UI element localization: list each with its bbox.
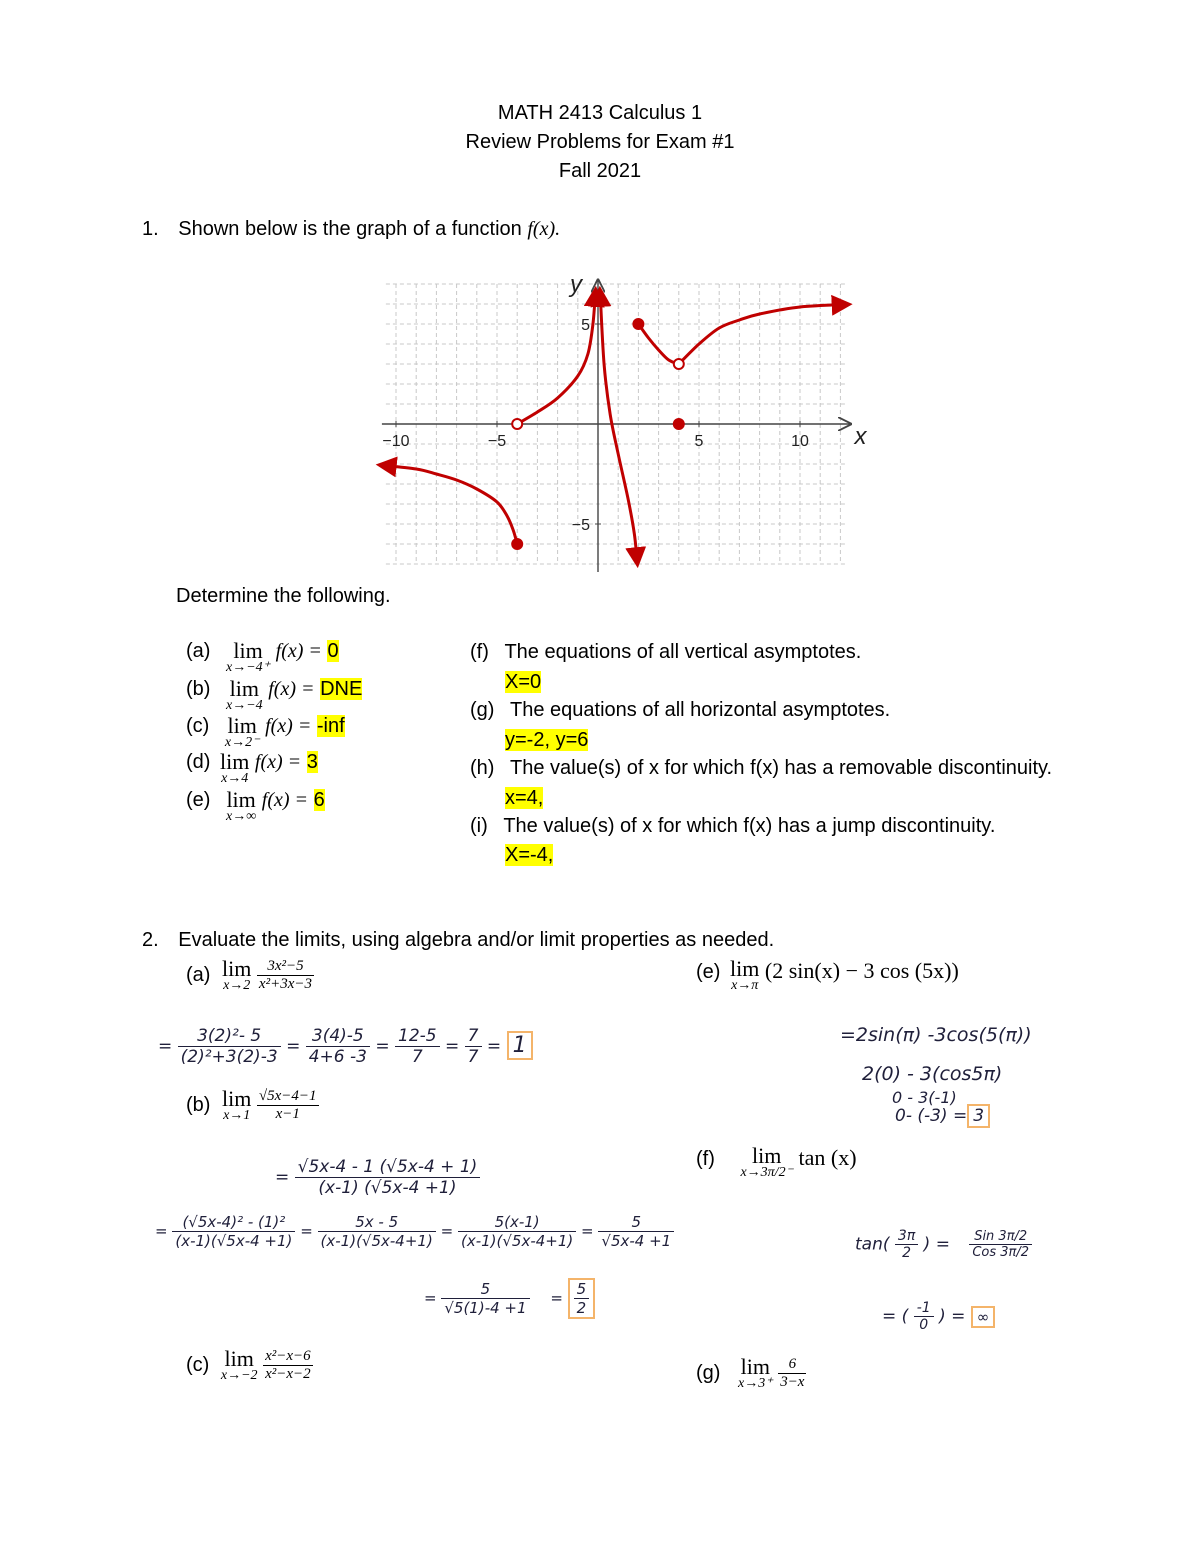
closed-point <box>674 419 684 429</box>
determine-label: Determine the following. <box>176 585 391 607</box>
limit-subscript: x→3π/2⁻ <box>740 1165 793 1180</box>
x-tick-label: 5 <box>694 433 704 450</box>
limit-operator <box>222 958 251 993</box>
limit-subscript: x→2 <box>223 978 251 993</box>
work-2e-line1: =2sin(π) -3cos(5(π)) <box>840 1024 1032 1046</box>
work-numerator: 7 <box>465 1026 482 1047</box>
curve-right-branch-b <box>679 304 849 364</box>
numerator: 3x²−5 <box>257 958 314 976</box>
limit-subscript: x→1 <box>223 1108 251 1123</box>
work-numerator: 3(2)²- 5 <box>178 1026 281 1047</box>
answer-highlight: 3 <box>306 751 318 773</box>
function-graph <box>375 270 865 580</box>
expression: f(x) = <box>254 751 302 773</box>
y-tick-label: 5 <box>581 317 590 334</box>
limit-subscript: x→−4⁺ <box>226 660 271 675</box>
x-axis-label: x <box>854 423 867 450</box>
part-1c <box>186 715 345 750</box>
work-denominator: (x-1)(√5x-4+1) <box>320 1232 433 1250</box>
part-label: (h) <box>470 757 495 779</box>
lim-word: lim <box>730 956 760 981</box>
question-text: The value(s) of x for which f(x) has a removable discontinuity. <box>510 757 1053 779</box>
limit-operator: lim x→−4 <box>226 676 263 713</box>
limit-operator <box>222 1088 251 1123</box>
limit-operator <box>730 958 759 993</box>
part-label: (a) <box>186 640 211 662</box>
work-numerator: 5(x-1) <box>458 1213 576 1232</box>
answer-1g <box>505 729 588 752</box>
work-2b-line3: = $\frac{5}{√5(1)-4 +1}$ = $\frac{5}{2}$ <box>424 1278 595 1319</box>
limit-subscript: x→π <box>731 978 759 993</box>
work-numerator: 3(4)-5 <box>306 1026 370 1047</box>
fraction <box>778 1356 806 1391</box>
answer-highlight: x=4, <box>505 787 544 809</box>
answer-highlight: DNE <box>320 678 363 700</box>
part-label: (g) <box>696 1362 721 1384</box>
work-denominator: 7 <box>467 1047 479 1067</box>
denominator: 3−x <box>780 1374 805 1390</box>
part-1g <box>470 699 890 722</box>
work-2e-line3: 0 - 3(-1) <box>892 1088 957 1107</box>
denominator: x²+3x−3 <box>258 976 312 992</box>
numerator: 6 <box>778 1356 806 1374</box>
answer-highlight: y=-2, y=6 <box>505 729 589 751</box>
limit-subscript: x→3⁺ <box>738 1376 773 1391</box>
numerator: x²−x−6 <box>265 1348 311 1364</box>
expression: f(x) = <box>261 789 309 811</box>
answer-highlight: -inf <box>316 715 345 737</box>
work-denominator: (x-1)(√5x-4+1) <box>460 1232 574 1250</box>
x-tick-label: −10 <box>382 433 410 450</box>
work-numerator: (√5x-4)² - (1)² <box>172 1213 295 1232</box>
work-numerator: -1 <box>914 1300 934 1317</box>
boxed-answer <box>568 1278 596 1319</box>
work-numerator: √5x-4 - 1 (√5x-4 + 1) <box>295 1157 481 1178</box>
part-label: (c) <box>186 1354 210 1376</box>
y-axis-label: y <box>570 271 582 298</box>
work-2b-line2: = $\frac{\text{(√5x-4)² - (1)²}}{(x-1)(√5x-4 +1)}$ = $\frac{5x - 5}{(x-1)(√5x-4+1)}$ = $\frac{5(x-1)}{(x-1)(√5x-4+1)}$ = $\frac{5}{√5x-4 +1}$ <box>155 1213 674 1250</box>
question-text: The equations of all horizontal asymptotes. <box>510 699 891 721</box>
lim-word: lim <box>740 1354 770 1379</box>
limit-subscript: x→−4 <box>226 698 263 713</box>
problem-1-prompt <box>142 218 560 241</box>
answer-highlight: X=-4, <box>505 844 554 866</box>
limit-subscript: x→2⁻ <box>224 735 260 750</box>
limit-subscript: x→4 <box>221 771 249 786</box>
part-1f <box>470 641 861 664</box>
answer-1f <box>505 671 541 694</box>
y-tick-label: −5 <box>571 517 590 534</box>
part-2a <box>186 958 314 993</box>
problem-number: 1. <box>142 218 159 240</box>
open-point <box>674 359 684 369</box>
work-numerator: Sin 3π/2 <box>969 1229 1032 1245</box>
work-denominator: 7 <box>411 1047 423 1067</box>
work-denominator: 2 <box>902 1245 912 1261</box>
answer-highlight: X=0 <box>505 671 542 693</box>
x-tick-label: −5 <box>487 433 507 450</box>
part-label: (b) <box>186 678 211 700</box>
work-text: = ( <box>882 1306 909 1327</box>
expression: tan (x) <box>798 1145 857 1170</box>
course-title: MATH 2413 Calculus 1 <box>497 102 703 124</box>
expression: f(x) = <box>265 715 312 737</box>
work-denominator: 0 <box>919 1317 929 1333</box>
question-text: The equations of all vertical asymptotes. <box>504 641 862 663</box>
x-tick-label: 10 <box>791 433 809 450</box>
part-1a <box>186 640 339 675</box>
boxed-answer: 1 <box>507 1031 533 1060</box>
question-text: The value(s) of x for which f(x) has a jump discontinuity. <box>503 815 996 837</box>
denominator: x²−x−2 <box>265 1366 311 1382</box>
prompt-text: Evaluate the limits, using algebra and/or limit properties as needed. <box>178 929 775 951</box>
lim-word: lim <box>222 1086 252 1111</box>
work-2f-line2 <box>882 1300 995 1333</box>
expression: f(x) = <box>268 678 315 700</box>
work-numerator: 5 <box>574 1280 590 1299</box>
limit-operator <box>221 1348 258 1383</box>
part-label: (b) <box>186 1094 211 1116</box>
work-2f-line1 <box>855 1228 1032 1261</box>
limit-subscript: x→−2 <box>220 1368 258 1383</box>
problem-number: 2. <box>142 929 159 951</box>
work-denominator: √5x-4 +1 <box>601 1232 672 1250</box>
function-name: f(x). <box>527 218 561 240</box>
boxed-answer: ∞ <box>971 1306 996 1328</box>
open-point <box>512 419 522 429</box>
work-denominator: 4+6 -3 <box>308 1047 367 1067</box>
closed-point <box>512 539 522 549</box>
limit-operator <box>738 1356 773 1391</box>
work-numerator: 5x - 5 <box>318 1213 436 1232</box>
work-denominator: (x-1)(√5x-4 +1) <box>175 1232 293 1250</box>
answer-1h <box>505 787 543 810</box>
expression: (2 sin(x) − 3 cos (5x)) <box>764 958 959 983</box>
work-text: tan( <box>855 1234 890 1255</box>
limit-operator: lim x→∞ <box>226 787 257 824</box>
part-1i <box>470 815 995 838</box>
closed-point <box>633 319 643 329</box>
limit-subscript: x→∞ <box>226 809 257 824</box>
curve-asymptote-branch <box>600 290 637 564</box>
limit-operator: lim x→4 <box>220 749 250 786</box>
answer-highlight: 6 <box>313 789 325 811</box>
problem-2-prompt <box>142 929 774 952</box>
part-1e <box>186 789 325 824</box>
part-label: (d) <box>186 751 211 773</box>
work-2a: = $\frac{\text{3(2)²- 5}}{\text{(2)²+3(2)-3}}$ = $\frac{3(4)-5}{4+6 -3}$ = $\frac{12-5}{7}$ = $\frac{7}{7}$ = 1 <box>158 1026 533 1067</box>
part-2g <box>696 1356 806 1391</box>
work-denominator: Cos 3π/2 <box>972 1245 1030 1260</box>
numerator: √5x−4−1 <box>258 1088 317 1104</box>
fraction <box>263 1348 313 1383</box>
work-numerator: 5 <box>598 1213 674 1232</box>
expression: f(x) = <box>275 640 322 662</box>
fraction <box>257 1088 319 1123</box>
work-denominator: (x-1) (√5x-4 +1) <box>318 1178 457 1198</box>
work-2e-line4 <box>895 1106 990 1126</box>
part-2e <box>696 958 959 993</box>
lim-word: lim <box>222 956 252 981</box>
work-numerator: 12-5 <box>395 1026 440 1047</box>
work-text: ) = <box>939 1306 966 1327</box>
part-label: (f) <box>696 1148 715 1170</box>
lim-word: lim <box>752 1143 782 1168</box>
denominator: x−1 <box>275 1106 300 1122</box>
part-1b <box>186 678 362 713</box>
semester: Fall 2021 <box>558 160 642 182</box>
part-label: (i) <box>470 815 488 837</box>
limit-operator <box>740 1145 793 1180</box>
work-numerator: 3π <box>895 1228 918 1245</box>
answer-1i <box>505 844 553 867</box>
prompt-text: Shown below is the graph of a function <box>178 218 522 240</box>
part-label: (e) <box>186 789 211 811</box>
part-1h <box>470 757 1052 780</box>
document-title: Review Problems for Exam #1 <box>465 131 735 153</box>
limit-operator: lim x→−4⁺ <box>226 638 271 675</box>
part-label: (g) <box>470 699 495 721</box>
part-label: (c) <box>186 715 210 737</box>
answer-highlight: 0 <box>327 640 339 662</box>
work-2e-line2: 2(0) - 3(cos5π) <box>862 1063 1003 1085</box>
work-numerator: 5 <box>441 1280 529 1299</box>
part-2c <box>186 1348 313 1383</box>
work-2b-line1: = $\frac{√5x-4 - 1 (√5x-4 + 1)}{(x-1) (√5x-4 +1)}$ <box>275 1157 480 1198</box>
boxed-answer: 3 <box>967 1104 990 1128</box>
part-label: (e) <box>696 961 721 983</box>
work-denominator: √5(1)-4 +1 <box>444 1299 527 1317</box>
work-text: ) = <box>923 1234 950 1255</box>
part-label: (a) <box>186 964 211 986</box>
part-2b <box>186 1088 319 1123</box>
part-1d <box>186 751 318 786</box>
work-denominator: (2)²+3(2)-3 <box>180 1047 278 1067</box>
part-2f <box>696 1145 857 1180</box>
work-denominator: 2 <box>576 1299 587 1317</box>
fraction <box>257 958 314 993</box>
work-text: 0- (-3) = <box>895 1106 968 1126</box>
lim-word: lim <box>224 1346 254 1371</box>
part-label: (f) <box>470 641 489 663</box>
limit-operator: lim x→2⁻ <box>224 713 260 750</box>
